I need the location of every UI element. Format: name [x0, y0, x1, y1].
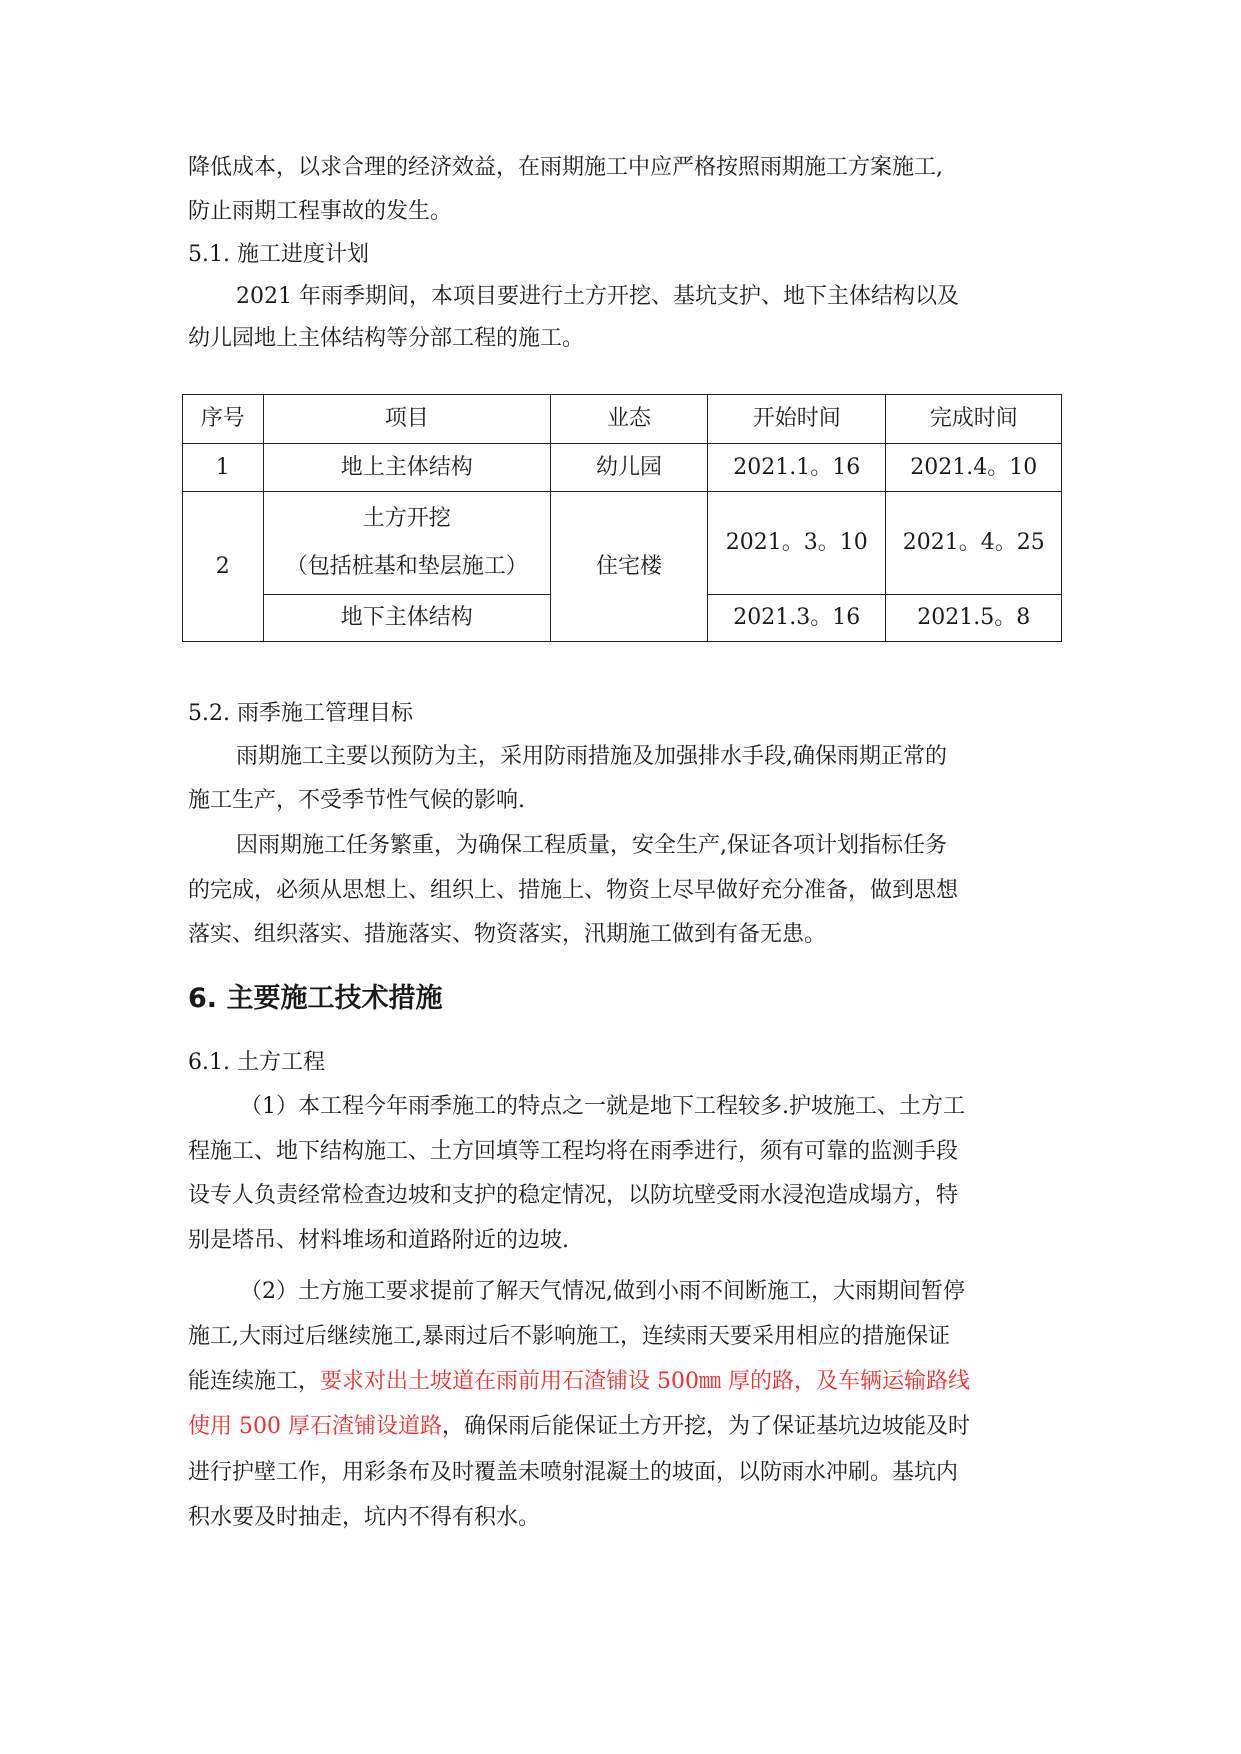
item2-line-4 — [188, 1412, 1058, 1442]
table-row — [183, 492, 1062, 595]
item1-line-2: 程施工、地下结构施工、土方回填等工程均将在雨季进行，须有可靠的监测手段 — [188, 1139, 959, 1164]
row2-start-a: 2021。3。10 — [708, 492, 886, 595]
row1-type: 幼儿园 — [550, 444, 707, 492]
section-6-1-title: 6.1. 土方工程 — [188, 1050, 325, 1075]
item1-line-3: 设专人负责经常检查边坡和支护的稳定情况，以防坑壁受雨水浸泡造成塌方，特 — [188, 1183, 959, 1208]
row2-type: 住宅楼 — [550, 492, 707, 642]
row2-end-a: 2021。4。25 — [886, 492, 1062, 595]
header-no: 序号 — [183, 395, 264, 444]
header-end: 完成时间 — [886, 395, 1062, 444]
row2-start-b: 2021.3。16 — [708, 595, 886, 642]
item1-line-4: 别是塔吊、材料堆场和道路附近的边坡. — [188, 1228, 569, 1253]
row2-item-b: 地下主体结构 — [263, 595, 550, 642]
row2-item-a-line1: 土方开挖 — [362, 506, 451, 531]
row1-start: 2021.1。16 — [708, 444, 886, 492]
section-5-1-para-line-1: 2021 年雨季期间，本项目要进行土方开挖、基坑支护、地下主体结构以及 — [236, 284, 959, 309]
row2-item-a — [263, 492, 550, 595]
row2-end-b: 2021.5。8 — [886, 595, 1062, 642]
table-row — [183, 444, 1062, 492]
section-5-2-title: 5.2. 雨季施工管理目标 — [188, 701, 413, 726]
item2-line-4-highlight: 使用 500 厚石渣铺设道路 — [188, 1414, 442, 1439]
header-type: 业态 — [550, 395, 707, 444]
section-5-2-p2-line-1: 因雨期施工任务繁重，为确保工程质量，安全生产,保证各项计划指标任务 — [236, 833, 947, 858]
item2-line-5: 进行护壁工作，用彩条布及时覆盖未喷射混凝土的坡面，以防雨水冲刷。基坑内 — [188, 1460, 959, 1485]
header-start: 开始时间 — [708, 395, 886, 444]
item2-line-2: 施工,大雨过后继续施工,暴雨过后不影响施工，连续雨天要采用相应的措施保证 — [188, 1324, 950, 1349]
intro-line-2: 防止雨期工程事故的发生。 — [188, 199, 453, 224]
item2-line-6: 积水要及时抽走，坑内不得有积水。 — [188, 1505, 541, 1530]
schedule-table — [182, 394, 1062, 642]
intro-line-1: 降低成本，以求合理的经济效益，在雨期施工中应严格按照雨期施工方案施工, — [188, 155, 943, 180]
section-5-1-para-line-2: 幼儿园地上主体结构等分部工程的施工。 — [188, 326, 585, 351]
row2-item-a-line2: （包括桩基和垫层施工） — [285, 554, 528, 579]
item2-line-1: （2）土方施工要求提前了解天气情况,做到小雨不间断施工，大雨期间暂停 — [240, 1279, 965, 1304]
item2-line-3-highlight: 要求对出土坡道在雨前用石渣铺设 500㎜ 厚的路，及车辆运输路线 — [320, 1369, 970, 1394]
section-5-2-p1-line-1: 雨期施工主要以预防为主，采用防雨措施及加强排水手段,确保雨期正常的 — [236, 744, 947, 769]
table-header-row — [183, 395, 1062, 444]
section-6-heading: 6. 主要施工技术措施 — [188, 983, 443, 1014]
row1-item: 地上主体结构 — [263, 444, 550, 492]
section-5-2-p1-line-2: 施工生产，不受季节性气候的影响. — [188, 788, 525, 813]
item2-line-3 — [188, 1367, 1058, 1397]
item1-line-1: （1）本工程今年雨季施工的特点之一就是地下工程较多.护坡施工、土方工 — [240, 1094, 965, 1119]
section-5-2-p2-line-2: 的完成，必须从思想上、组织上、措施上、物资上尽早做好充分准备，做到思想 — [188, 878, 959, 903]
row2-no: 2 — [183, 492, 264, 642]
item2-line-3-normal: 能连续施工， — [188, 1369, 321, 1394]
section-5-2-p2-line-3: 落实、组织落实、措施落实、物资落实，汛期施工做到有备无患。 — [188, 922, 827, 947]
row1-end: 2021.4。10 — [886, 444, 1062, 492]
row1-no: 1 — [183, 444, 264, 492]
section-5-1-title: 5.1. 施工进度计划 — [188, 242, 369, 267]
item2-line-4-normal: ，确保雨后能保证土方开挖，为了保证基坑边坡能及时 — [441, 1414, 970, 1439]
header-item: 项目 — [263, 395, 550, 444]
